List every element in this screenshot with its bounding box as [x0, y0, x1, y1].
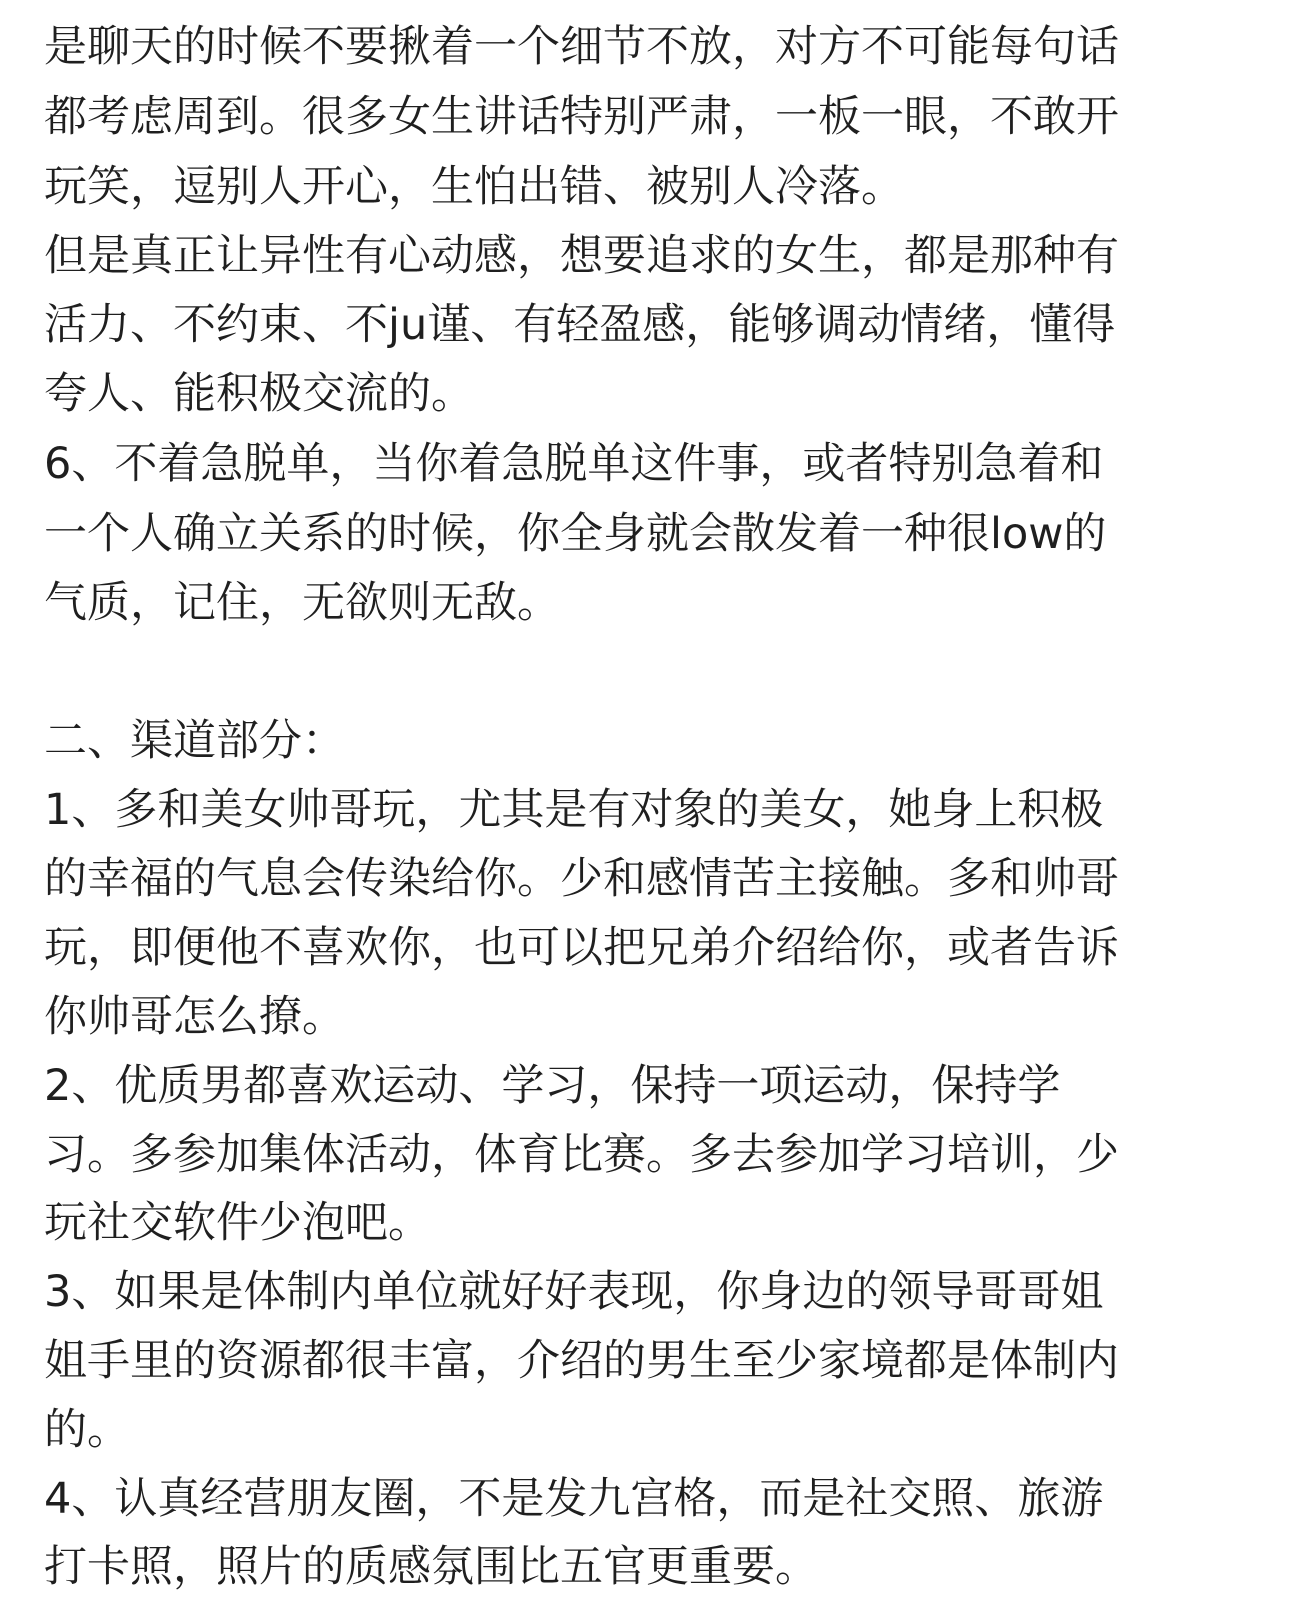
text-line: 你帅哥怎么撩。 — [44, 992, 345, 1042]
text-line: 玩笑，逗别人开心，生怕出错、被别人冷落。 — [44, 162, 904, 212]
text-line: 的幸福的气息会传染给你。少和感情苦主接触。多和帅哥 — [44, 854, 1119, 904]
text-line: 夸人、能积极交流的。 — [44, 369, 474, 419]
text-line: 4、认真经营朋友圈，不是发九宫格，而是社交照、旅游 — [44, 1474, 1104, 1524]
text-line: 3、如果是体制内单位就好好表现，你身边的领导哥哥姐 — [44, 1267, 1104, 1317]
text-line: 但是真正让异性有心动感，想要追求的女生，都是那种有 — [44, 231, 1119, 281]
text-line: 6、不着急脱单，当你着急脱单这件事，或者特别急着和 — [44, 439, 1104, 489]
text-line: 习。多参加集体活动，体育比赛。多去参加学习培训，少 — [44, 1130, 1119, 1180]
text-line: 打卡照，照片的质感氛围比五官更重要。 — [44, 1542, 818, 1592]
text-line: 2、优质男都喜欢运动、学习，保持一项运动，保持学 — [44, 1061, 1061, 1111]
text-line: 玩社交软件少泡吧。 — [44, 1198, 431, 1248]
section-heading: 二、渠道部分： — [44, 716, 345, 766]
text-line: 气质，记住，无欲则无敌。 — [44, 578, 560, 628]
text-line: 都考虑周到。很多女生讲话特别严肃，一板一眼，不敢开 — [44, 92, 1119, 142]
text-line: 活力、不约束、不ju谨、有轻盈感，能够调动情绪，懂得 — [44, 300, 1116, 350]
text-line: 一个人确立关系的时候，你全身就会散发着一种很low的 — [44, 509, 1107, 559]
text-line: 姐手里的资源都很丰富，介绍的男生至少家境都是体制内 — [44, 1336, 1119, 1386]
text-line: 1、多和美女帅哥玩，尤其是有对象的美女，她身上积极 — [44, 785, 1104, 835]
text-line: 的。 — [44, 1405, 130, 1455]
text-line: 是聊天的时候不要揪着一个细节不放，对方不可能每句话 — [44, 22, 1119, 72]
text-line: 玩，即便他不喜欢你，也可以把兄弟介绍给你，或者告诉 — [44, 923, 1119, 973]
